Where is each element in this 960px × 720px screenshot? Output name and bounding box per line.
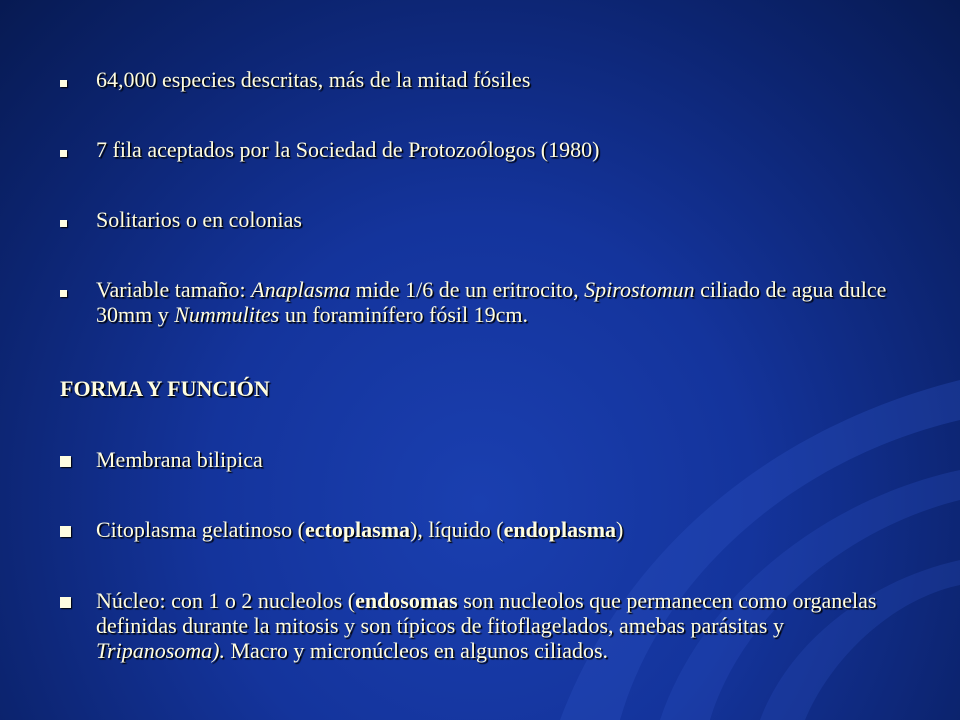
list-item xyxy=(60,447,900,472)
bullet-text: Citoplasma gelatinoso (ectoplasma), líquido (endoplasma) xyxy=(96,517,624,542)
list-item xyxy=(60,207,900,232)
list-item xyxy=(60,517,900,542)
square-bullet-icon xyxy=(60,517,71,542)
term: endoplasma xyxy=(503,517,617,542)
list-item xyxy=(60,137,900,162)
square-bullet-icon xyxy=(60,207,67,232)
term: endosomas xyxy=(355,588,458,613)
bullet-text: Solitarios o en colonias xyxy=(96,207,302,232)
bullet-text: Núcleo: con 1 o 2 nucleolos (endosomas son nucleolos que permanecen como organelas definidas durante la mitosis y son típicos de fitoflagelados, amebas parásitas y Tripanosoma). Macro y micronúcleos en algunos ciliados. xyxy=(96,588,877,663)
term: ectoplasma xyxy=(304,517,411,542)
bullet-text: 64,000 especies descritas, más de la mitad fósiles xyxy=(96,67,531,92)
square-bullet-icon xyxy=(60,588,71,613)
square-bullet-icon xyxy=(60,277,67,302)
list-item xyxy=(60,67,900,92)
square-bullet-icon xyxy=(60,447,71,472)
genus-name: Tripanosoma). xyxy=(96,638,225,663)
bullet-text: Membrana bilipica xyxy=(96,447,263,472)
bullet-text: 7 fila aceptados por la Sociedad de Protozoólogos (1980) xyxy=(96,137,600,162)
list-item xyxy=(60,277,900,327)
genus-name: Spirostomun xyxy=(584,277,695,302)
genus-name: Nummulites xyxy=(174,302,280,327)
bullet-text: Variable tamaño: Anaplasma mide 1/6 de un eritrocito, Spirostomun ciliado de agua dulce 30mm y Nummulites un foraminífero fósil 19cm. xyxy=(96,277,887,327)
section-heading: FORMA Y FUNCIÓN xyxy=(60,376,270,401)
genus-name: Anaplasma xyxy=(251,277,351,302)
square-bullet-icon xyxy=(60,137,67,162)
square-bullet-icon xyxy=(60,67,67,92)
list-item xyxy=(60,588,900,663)
